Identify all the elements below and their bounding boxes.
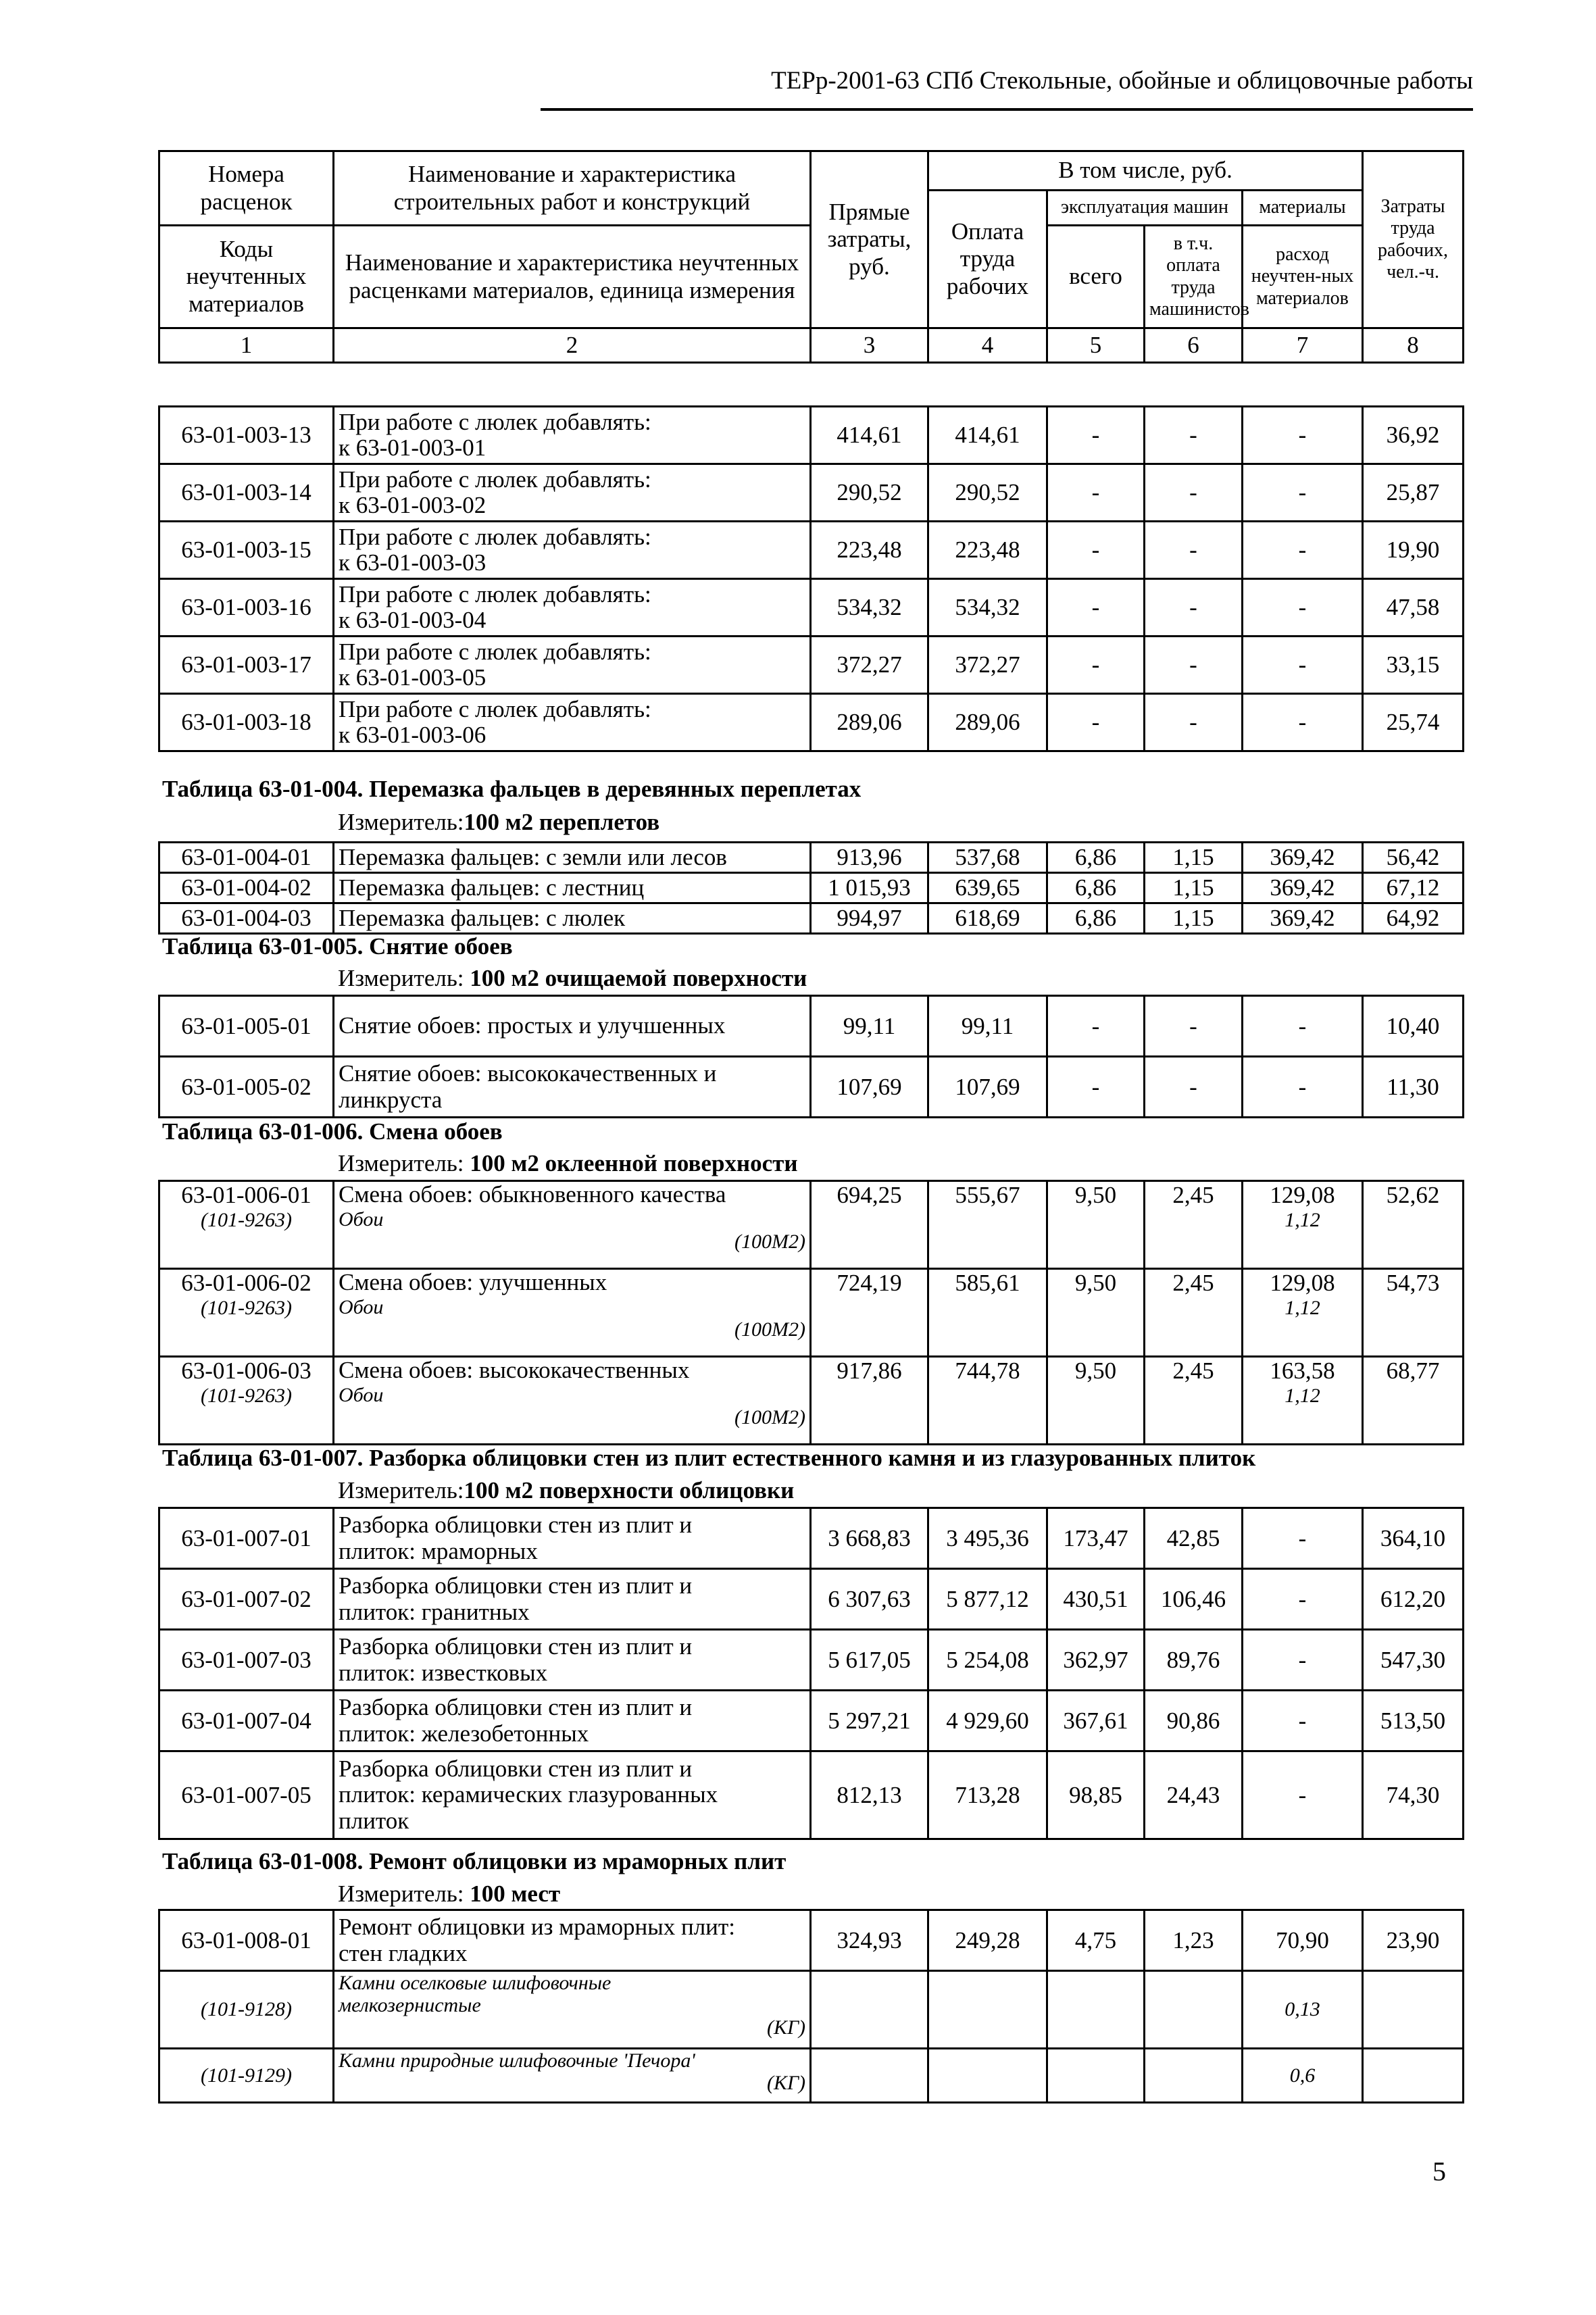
- empty-cell: [1363, 1971, 1464, 2049]
- rate-code: 63-01-007-01: [159, 1508, 334, 1569]
- material-name: [334, 2049, 811, 2103]
- material-name: Обои: [339, 1383, 384, 1406]
- table-row: [159, 522, 1464, 579]
- value-direct: 913,96: [811, 843, 928, 873]
- table-006-measure: Измеритель: 100 м2 оклеенной поверхности: [338, 1150, 798, 1176]
- work-name: [334, 1630, 811, 1691]
- work-name: [334, 1751, 811, 1839]
- value-labor: 25,74: [1363, 694, 1464, 751]
- material-qty: 1,12: [1285, 1209, 1320, 1231]
- work-name-line: Смена обоев: обыкновенного качества: [339, 1181, 726, 1208]
- work-name-line: Разборка облицовки стен из плит и: [339, 1694, 693, 1720]
- material-name: [334, 1971, 811, 2049]
- value-direct: 6 307,63: [811, 1569, 928, 1630]
- value-mwages: 90,86: [1145, 1691, 1243, 1751]
- rate-code: 63-01-007-05: [159, 1751, 334, 1839]
- value-direct: 324,93: [811, 1910, 928, 1971]
- column-number: 1: [159, 328, 334, 363]
- value-wages: 713,28: [928, 1751, 1047, 1839]
- value-mat: 163,58: [1270, 1358, 1335, 1384]
- value-wages: 289,06: [928, 694, 1047, 751]
- material-qty: 1,12: [1285, 1385, 1320, 1407]
- rates-table-004: [158, 841, 1464, 935]
- value-wages: 372,27: [928, 637, 1047, 694]
- value-labor: 25,87: [1363, 464, 1464, 522]
- work-name-line: плиток: керамических глазурованных: [339, 1781, 718, 1808]
- value-mat: -: [1243, 1569, 1363, 1630]
- material-code: (101-9263): [201, 1209, 292, 1231]
- value-mwages: -: [1145, 1057, 1243, 1118]
- value-mat: 129,08: [1270, 1182, 1335, 1208]
- value-wages: 107,69: [928, 1057, 1047, 1118]
- material-name-line: Камни природные шлифовочные 'Печора': [339, 2049, 695, 2072]
- work-name-line: стен гладких: [339, 1939, 468, 1966]
- value-direct: 5 297,21: [811, 1691, 928, 1751]
- rate-code-cell: [159, 1269, 334, 1357]
- table-row: [159, 464, 1464, 522]
- machines-wages-header: в т.ч. оплата труда машинистов: [1145, 226, 1243, 328]
- work-name: [334, 1691, 811, 1751]
- value-mat: -: [1243, 1508, 1363, 1569]
- value-labor: 547,30: [1363, 1630, 1464, 1691]
- column-number: 7: [1243, 328, 1363, 363]
- rate-code: 63-01-004-01: [159, 843, 334, 873]
- value-mat: -: [1243, 1691, 1363, 1751]
- rate-code: 63-01-003-17: [159, 637, 334, 694]
- empty-cell: [1047, 2049, 1145, 2103]
- table-006-caption: Таблица 63-01-006. Смена обоев: [162, 1118, 503, 1145]
- value-mwages: 24,43: [1145, 1751, 1243, 1839]
- value-mach: 9,50: [1047, 1357, 1145, 1445]
- table-row: [159, 1751, 1464, 1839]
- work-name-line: При работе с люлек добавлять:: [339, 695, 651, 722]
- rate-code: 63-01-006-01: [181, 1182, 311, 1208]
- value-wages: 585,61: [928, 1269, 1047, 1357]
- work-name-line: Разборка облицовки стен из плит и: [339, 1572, 693, 1599]
- value-wages: 555,67: [928, 1181, 1047, 1269]
- value-labor: 64,92: [1363, 903, 1464, 934]
- material-row: [159, 1971, 1464, 2049]
- value-labor: 10,40: [1363, 996, 1464, 1057]
- value-mach: 430,51: [1047, 1569, 1145, 1630]
- rates-table-008: [158, 1909, 1464, 2104]
- value-labor: 52,62: [1363, 1181, 1464, 1269]
- value-mwages: 2,45: [1145, 1269, 1243, 1357]
- work-name: Перемазка фальцев: с люлек: [334, 903, 811, 934]
- work-name-line: плиток: железобетонных: [339, 1720, 589, 1747]
- work-name-line: Разборка облицовки стен из плит и: [339, 1512, 693, 1538]
- table-row: [159, 1181, 1464, 1269]
- value-direct: 99,11: [811, 996, 928, 1057]
- value-labor: 33,15: [1363, 637, 1464, 694]
- value-mwages: 1,15: [1145, 873, 1243, 903]
- value-mwages: 1,23: [1145, 1910, 1243, 1971]
- value-mat: -: [1243, 1751, 1363, 1839]
- value-mat: 129,08: [1270, 1270, 1335, 1296]
- table-row: [159, 1691, 1464, 1751]
- value-wages: 290,52: [928, 464, 1047, 522]
- value-labor: 19,90: [1363, 522, 1464, 579]
- machines-total-header: всего: [1047, 226, 1145, 328]
- value-labor: 54,73: [1363, 1269, 1464, 1357]
- materials-header: материалы: [1243, 191, 1363, 226]
- work-name-line: к 63-01-003-03: [339, 549, 487, 576]
- work-name-line: Снятие обоев: высококачественных и: [339, 1060, 717, 1087]
- work-name-line: При работе с люлек добавлять:: [339, 638, 651, 665]
- rate-code: 63-01-003-16: [159, 579, 334, 637]
- table-row: [159, 996, 1464, 1057]
- rates-table-003: [158, 405, 1464, 752]
- value-direct: 1 015,93: [811, 873, 928, 903]
- work-name: [334, 1057, 811, 1118]
- empty-cell: [928, 1971, 1047, 2049]
- empty-cell: [1145, 2049, 1243, 2103]
- material-qty: 0,13: [1243, 1971, 1363, 2049]
- value-wages: 223,48: [928, 522, 1047, 579]
- value-mat: 369,42: [1243, 873, 1363, 903]
- value-direct: 372,27: [811, 637, 928, 694]
- column-numbers-row: [159, 328, 1464, 363]
- value-mat: 369,42: [1243, 903, 1363, 934]
- value-mwages: 106,46: [1145, 1569, 1243, 1630]
- material-unit: (100М2): [734, 1405, 805, 1428]
- table-004-caption: Таблица 63-01-004. Перемазка фальцев в деревянных переплетах: [162, 776, 862, 802]
- value-labor: 11,30: [1363, 1057, 1464, 1118]
- work-name-line: к 63-01-003-06: [339, 722, 487, 748]
- table-row: [159, 1057, 1464, 1118]
- table-row: [159, 1357, 1464, 1445]
- value-mach: 4,75: [1047, 1910, 1145, 1971]
- material-qty: 0,6: [1243, 2049, 1363, 2103]
- value-labor: 68,77: [1363, 1357, 1464, 1445]
- codes-bottom-header: Коды неучтенных материалов: [159, 226, 334, 328]
- material-row: [159, 2049, 1464, 2103]
- rate-code: 63-01-006-03: [181, 1358, 311, 1384]
- value-mach: -: [1047, 996, 1145, 1057]
- value-direct: 414,61: [811, 407, 928, 464]
- table-004-measure: Измеритель:100 м2 переплетов: [338, 809, 660, 835]
- work-name-line: плиток: мраморных: [339, 1537, 538, 1564]
- name-bottom-header: Наименование и характеристика неучтенных расценками материалов, единица измерения: [334, 226, 811, 328]
- material-unit: (100М2): [734, 1318, 805, 1341]
- table-005-measure: Измеритель: 100 м2 очищаемой поверхности: [338, 965, 807, 991]
- value-direct: 223,48: [811, 522, 928, 579]
- table-row: [159, 873, 1464, 903]
- rate-code: 63-01-003-14: [159, 464, 334, 522]
- value-mach: 362,97: [1047, 1630, 1145, 1691]
- value-mat-cell: [1243, 1357, 1363, 1445]
- material-code: (101-9263): [201, 1297, 292, 1319]
- rate-code-cell: [159, 1357, 334, 1445]
- table-row: [159, 1508, 1464, 1569]
- work-name-line: При работе с люлек добавлять:: [339, 466, 651, 493]
- material-code: (101-9263): [201, 1385, 292, 1407]
- value-mwages: 1,15: [1145, 903, 1243, 934]
- column-number: 6: [1145, 328, 1243, 363]
- value-direct: 3 668,83: [811, 1508, 928, 1569]
- work-name: [334, 464, 811, 522]
- value-mach: -: [1047, 579, 1145, 637]
- material-unit: (КГ): [767, 2072, 805, 2094]
- value-wages: 4 929,60: [928, 1691, 1047, 1751]
- value-labor: 612,20: [1363, 1569, 1464, 1630]
- value-labor: 74,30: [1363, 1751, 1464, 1839]
- rates-table-007: [158, 1507, 1464, 1840]
- material-code: (101-9129): [159, 2049, 334, 2103]
- value-labor: 23,90: [1363, 1910, 1464, 1971]
- value-mwages: -: [1145, 579, 1243, 637]
- value-wages: 618,69: [928, 903, 1047, 934]
- value-mach: 173,47: [1047, 1508, 1145, 1569]
- material-name: Обои: [339, 1295, 384, 1318]
- value-mwages: 2,45: [1145, 1357, 1243, 1445]
- value-labor: 47,58: [1363, 579, 1464, 637]
- work-name: [334, 1508, 811, 1569]
- rate-code: 63-01-004-03: [159, 903, 334, 934]
- work-name-line: Смена обоев: высококачественных: [339, 1357, 690, 1383]
- rate-code: 63-01-006-02: [181, 1270, 311, 1296]
- work-name-line: Разборка облицовки стен из плит и: [339, 1755, 693, 1782]
- value-direct: 289,06: [811, 694, 928, 751]
- work-name: [334, 1181, 811, 1269]
- value-mwages: -: [1145, 637, 1243, 694]
- value-mwages: 2,45: [1145, 1181, 1243, 1269]
- value-mwages: -: [1145, 522, 1243, 579]
- rates-table-005: [158, 995, 1464, 1118]
- value-mwages: -: [1145, 464, 1243, 522]
- empty-cell: [1047, 1971, 1145, 2049]
- work-name: [334, 996, 811, 1057]
- work-name-line: Снятие обоев: простых и улучшенных: [339, 1012, 726, 1039]
- value-mwages: -: [1145, 407, 1243, 464]
- column-number: 5: [1047, 328, 1145, 363]
- header-rule: [541, 108, 1473, 111]
- value-mwages: 89,76: [1145, 1630, 1243, 1691]
- value-mat-cell: [1243, 1269, 1363, 1357]
- work-name-line: плиток: [339, 1807, 409, 1834]
- work-name: [334, 1269, 811, 1357]
- table-008-caption: Таблица 63-01-008. Ремонт облицовки из мраморных плит: [162, 1848, 787, 1874]
- rate-code: 63-01-003-15: [159, 522, 334, 579]
- material-unit: (КГ): [767, 2016, 805, 2039]
- rate-code: 63-01-005-02: [159, 1057, 334, 1118]
- value-labor: 36,92: [1363, 407, 1464, 464]
- value-mach: 9,50: [1047, 1181, 1145, 1269]
- work-name: Перемазка фальцев: с лестниц: [334, 873, 811, 903]
- value-mat: 70,90: [1243, 1910, 1363, 1971]
- machines-header: эксплуатация машин: [1047, 191, 1243, 226]
- empty-cell: [1145, 1971, 1243, 2049]
- value-direct: 534,32: [811, 579, 928, 637]
- work-name: [334, 579, 811, 637]
- empty-cell: [811, 1971, 928, 2049]
- work-name: [334, 522, 811, 579]
- name-top-header: Наименование и характеристика строительных работ и конструкций: [334, 151, 811, 226]
- column-header-table: [158, 150, 1464, 364]
- value-mat: -: [1243, 996, 1363, 1057]
- work-name: [334, 1357, 811, 1445]
- rate-code: 63-01-004-02: [159, 873, 334, 903]
- value-wages: 249,28: [928, 1910, 1047, 1971]
- table-row: [159, 1569, 1464, 1630]
- value-wages: 3 495,36: [928, 1508, 1047, 1569]
- rates-table-006: [158, 1180, 1464, 1445]
- work-name-line: При работе с люлек добавлять:: [339, 408, 651, 435]
- column-number: 2: [334, 328, 811, 363]
- value-mat: -: [1243, 694, 1363, 751]
- empty-cell: [928, 2049, 1047, 2103]
- value-mat-cell: [1243, 1181, 1363, 1269]
- work-name-line: к 63-01-003-05: [339, 664, 487, 691]
- work-name-line: к 63-01-003-04: [339, 607, 487, 633]
- material-name-line: мелкозернистые: [339, 1994, 481, 2016]
- work-name-line: При работе с люлек добавлять:: [339, 580, 651, 607]
- table-row: [159, 1630, 1464, 1691]
- table-row: [159, 407, 1464, 464]
- work-name-line: плиток: гранитных: [339, 1598, 530, 1625]
- work-name: Перемазка фальцев: с земли или лесов: [334, 843, 811, 873]
- value-direct: 5 617,05: [811, 1630, 928, 1691]
- direct-cost-header: Прямые затраты, руб.: [811, 151, 928, 328]
- rate-code: 63-01-007-03: [159, 1630, 334, 1691]
- table-008-measure: Измеритель: 100 мест: [338, 1881, 561, 1907]
- value-direct: 107,69: [811, 1057, 928, 1118]
- work-name-line: к 63-01-003-01: [339, 434, 487, 461]
- work-name: [334, 1569, 811, 1630]
- value-mach: -: [1047, 694, 1145, 751]
- work-name-line: линкруста: [339, 1086, 443, 1113]
- work-name: [334, 694, 811, 751]
- rate-code-cell: [159, 1181, 334, 1269]
- value-mat: -: [1243, 579, 1363, 637]
- value-direct: 290,52: [811, 464, 928, 522]
- table-row: [159, 694, 1464, 751]
- value-mwages: -: [1145, 996, 1243, 1057]
- material-name: Обои: [339, 1208, 384, 1230]
- value-wages: 99,11: [928, 996, 1047, 1057]
- value-mach: -: [1047, 464, 1145, 522]
- page-number: 5: [1432, 2156, 1446, 2187]
- table-007-measure: Измеритель:100 м2 поверхности облицовки: [338, 1477, 795, 1503]
- work-name: [334, 637, 811, 694]
- material-unit: (100М2): [734, 1230, 805, 1253]
- work-name-line: Смена обоев: улучшенных: [339, 1269, 607, 1295]
- value-direct: 694,25: [811, 1181, 928, 1269]
- value-mat: 369,42: [1243, 843, 1363, 873]
- value-labor: 67,12: [1363, 873, 1464, 903]
- rate-code: 63-01-003-18: [159, 694, 334, 751]
- value-mwages: -: [1145, 694, 1243, 751]
- value-wages: 414,61: [928, 407, 1047, 464]
- rate-code: 63-01-003-13: [159, 407, 334, 464]
- value-wages: 639,65: [928, 873, 1047, 903]
- table-007-caption: Таблица 63-01-007. Разборка облицовки стен из плит естественного камня и из глазурованных плиток: [162, 1445, 1256, 1471]
- value-mat: -: [1243, 1630, 1363, 1691]
- rate-code: 63-01-008-01: [159, 1910, 334, 1971]
- value-mach: 367,61: [1047, 1691, 1145, 1751]
- value-mat: -: [1243, 637, 1363, 694]
- table-row: [159, 579, 1464, 637]
- work-name: [334, 1910, 811, 1971]
- material-code: (101-9128): [159, 1971, 334, 2049]
- value-wages: 5 254,08: [928, 1630, 1047, 1691]
- value-mwages: 1,15: [1145, 843, 1243, 873]
- value-mat: -: [1243, 464, 1363, 522]
- value-direct: 724,19: [811, 1269, 928, 1357]
- value-direct: 994,97: [811, 903, 928, 934]
- rate-code: 63-01-005-01: [159, 996, 334, 1057]
- running-header: ТЕРр-2001-63 СПб Стекольные, обойные и облицовочные работы: [771, 67, 1473, 95]
- column-number: 3: [811, 328, 928, 363]
- work-name-line: плиток: известковых: [339, 1659, 548, 1686]
- value-direct: 917,86: [811, 1357, 928, 1445]
- value-mach: 6,86: [1047, 843, 1145, 873]
- table-row: [159, 1910, 1464, 1971]
- column-number: 4: [928, 328, 1047, 363]
- value-labor: 513,50: [1363, 1691, 1464, 1751]
- value-wages: 534,32: [928, 579, 1047, 637]
- value-labor: 56,42: [1363, 843, 1464, 873]
- work-name-line: Разборка облицовки стен из плит и: [339, 1633, 693, 1660]
- table-row: [159, 903, 1464, 934]
- value-mach: -: [1047, 637, 1145, 694]
- value-wages: 5 877,12: [928, 1569, 1047, 1630]
- rate-code: 63-01-007-02: [159, 1569, 334, 1630]
- work-name: [334, 407, 811, 464]
- value-mach: 6,86: [1047, 903, 1145, 934]
- incl-header: В том числе, руб.: [928, 151, 1363, 191]
- value-mach: -: [1047, 1057, 1145, 1118]
- empty-cell: [811, 2049, 928, 2103]
- labor-header: Затраты труда рабочих, чел.-ч.: [1363, 151, 1464, 328]
- value-wages: 744,78: [928, 1357, 1047, 1445]
- column-number: 8: [1363, 328, 1464, 363]
- value-mwages: 42,85: [1145, 1508, 1243, 1569]
- value-wages: 537,68: [928, 843, 1047, 873]
- value-mach: -: [1047, 522, 1145, 579]
- value-mat: -: [1243, 1057, 1363, 1118]
- material-name-line: Камни оселковые шлифовочные: [339, 1972, 612, 1994]
- wages-header: Оплата труда рабочих: [928, 191, 1047, 328]
- value-mat: -: [1243, 522, 1363, 579]
- value-labor: 364,10: [1363, 1508, 1464, 1569]
- codes-top-header: Номера расценок: [159, 151, 334, 226]
- rate-code: 63-01-007-04: [159, 1691, 334, 1751]
- work-name-line: При работе с люлек добавлять:: [339, 523, 651, 550]
- value-direct: 812,13: [811, 1751, 928, 1839]
- work-name-line: Ремонт облицовки из мраморных плит:: [339, 1914, 735, 1940]
- table-row: [159, 843, 1464, 873]
- material-qty: 1,12: [1285, 1297, 1320, 1319]
- work-name-line: к 63-01-003-02: [339, 492, 487, 518]
- value-mach: 6,86: [1047, 873, 1145, 903]
- value-mat: -: [1243, 407, 1363, 464]
- table-005-caption: Таблица 63-01-005. Снятие обоев: [162, 933, 513, 960]
- table-row: [159, 637, 1464, 694]
- value-mach: -: [1047, 407, 1145, 464]
- materials-sub-header: расход неучтен-ных материалов: [1243, 226, 1363, 328]
- empty-cell: [1363, 2049, 1464, 2103]
- value-mach: 9,50: [1047, 1269, 1145, 1357]
- table-row: [159, 1269, 1464, 1357]
- value-mach: 98,85: [1047, 1751, 1145, 1839]
